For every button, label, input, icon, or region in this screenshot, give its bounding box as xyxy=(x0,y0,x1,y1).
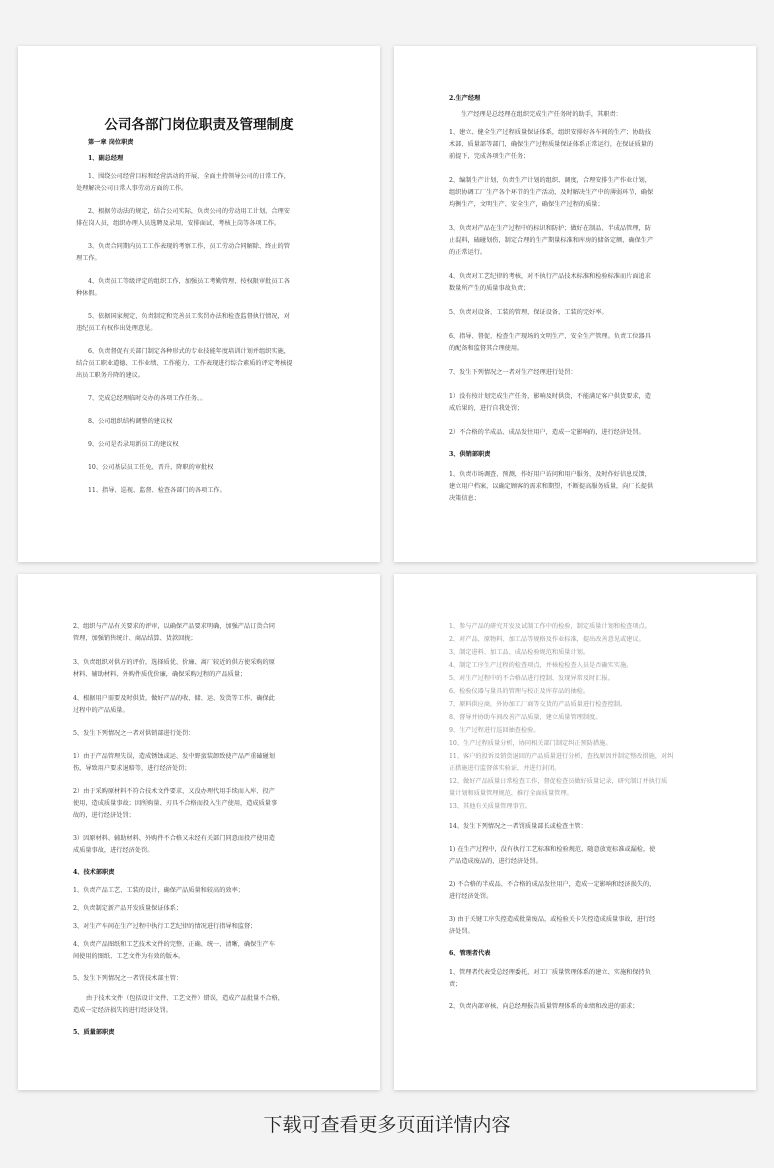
text-line: 材料、辅助材料、外购件质优价廉，确保采购过程的产品质量； xyxy=(73,671,247,678)
text-line: 3、负责对产品在生产过程中的标识和防护；做好在制品、半成品管理，防 xyxy=(449,225,651,232)
text-line: 由于技术文件（包括设计文件、工艺文件）错误，造成产品批量不合格， xyxy=(86,995,284,1002)
text-line: 违纪员工有权作出处理意见。 xyxy=(76,325,157,332)
text-line: 进行经济处罚。 xyxy=(449,893,493,900)
text-line: 5、发生下列情况之一者罚技术部主管： xyxy=(73,975,183,982)
text-line: 间使用的图纸、工艺文件为有效的版本。 xyxy=(73,953,185,960)
text-line: 1）没有按计划完成生产任务，影响及时供货，不能满足客户供货要求，造 xyxy=(449,393,651,400)
text-line: 2、对产品、原物料、加工品等规格及作业标准，提出改善意见或建议。 xyxy=(449,636,645,643)
text-line: 2、组织与产品有关要求的评审，以确保产品要求明确，加强产品订货合同 xyxy=(73,623,275,630)
text-line: 1、负责产品工艺、工装的设计，确保产品质量和较高的效率； xyxy=(73,887,244,894)
text-line: 6、检验仪器与量具的管理与校正及库存品的抽检。 xyxy=(449,688,590,695)
text-line: 3、制定进料、加工品、成品检验规范和质量计划。 xyxy=(449,649,590,656)
section-heading: 1、副总经理 xyxy=(88,155,124,162)
text-line: 成质量事故，进行经济处罚。 xyxy=(73,847,154,854)
text-line: 6、负责督促有关部门制定各种形式的专业技能年度培训计划并组织实施， xyxy=(88,348,290,355)
text-line: 3、负责合同期内员工工作表现的考察工作，员工劳动合同解除、终止的管 xyxy=(88,243,290,250)
text-line: 的配备和监督其合理使用。 xyxy=(449,345,524,352)
text-line: 过程中的产品质量。 xyxy=(73,707,129,714)
text-line: 均衡生产，文明生产、安全生产，确保生产过程的质量； xyxy=(449,201,604,208)
section-heading: 5、质量部职责 xyxy=(73,1029,115,1036)
text-line: 13、其他有关质量管理事宜。 xyxy=(449,803,532,810)
text-line: 责； xyxy=(449,981,462,988)
text-line: 4、制定工序生产过程的检查项点，并核检检查人员是否确实实施。 xyxy=(449,662,633,669)
text-line: 2、根据劳动法的规定，结合公司实际，负责公司的劳动用工计划，合理安 xyxy=(88,208,290,215)
text-line: 14、发生下列情况之一者罚质量部长或检查主管： xyxy=(449,823,587,830)
section-heading: 6、管理者代表 xyxy=(449,950,491,957)
text-line: 8、公司组织结构调整的建议权 xyxy=(88,418,173,425)
text-line: 4、负责员工等级评定的组织工作，加强员工考勤管理，按权限审批员工各 xyxy=(88,278,290,285)
text-line: 术部、质量部等部门，确保生产过程质量保证体系正常运行，在保证质量的 xyxy=(449,141,654,148)
text-line: 济处罚。 xyxy=(449,928,474,935)
text-line: 9、公司是否录用新员工的建议权 xyxy=(88,441,179,448)
text-line: 7、原料供应商，外协加工厂商等交货的产品质量进行检查控制。 xyxy=(449,701,627,708)
text-line: 11、客户的投诉及销货退回的产品质量进行分析，查找原因并制定整改措施，对纠 xyxy=(449,753,674,760)
text-line: 正措施进行监督落实验证，并进行封闭。 xyxy=(449,765,561,772)
text-line: 4、负责对工艺纪律的考核，对不执行产品技术标准和检验标准而片面追求 xyxy=(449,273,651,280)
text-line: 10、生产过程质量分析，协同相关部门制定纠正预防措施。 xyxy=(449,740,612,747)
text-line: 8、督导并协助车间改善产品质量，建立质量管理制度。 xyxy=(449,714,602,721)
text-line: 1、负责市场调查、预测，作好用户访问和用户服务，及时作好信息反馈， xyxy=(449,471,651,478)
text-line: 5、负责对设备、工装的管理，保证设备、工装的完好率。 xyxy=(449,309,608,316)
section-heading: 4、技术部职责 xyxy=(73,869,115,876)
text-line: 1、建立、健全生产过程质量保证体系，组织安排好各车间的生产；协助技 xyxy=(449,129,651,136)
text-line: 10、公司基层员工任免、晋升、降职的审批权 xyxy=(88,464,214,471)
text-line: 生产经理是总经理在组织完成生产任务时的助手，其职责： xyxy=(461,111,622,118)
text-line: 出员工职务升降的建议。 xyxy=(76,372,145,379)
text-line: 5、发生下列情况之一者对供销部进行处罚： xyxy=(73,730,195,737)
text-line: 数量所产生的质量事故负责； xyxy=(449,285,530,292)
text-line: 5、对生产过程中的不合格品进行控制、发现异常及时汇报。 xyxy=(449,675,614,682)
text-line: 9、生产过程进行巡回抽查检验。 xyxy=(449,727,540,734)
text-line: 管理，加强销售统计、商品结算、货款回拢； xyxy=(73,635,197,642)
text-line: 排在岗人员，组织办理人员选聘及录用，安排面试、考核上岗等各项工作。 xyxy=(76,220,281,227)
section-heading: 3、供销部职责 xyxy=(449,451,491,458)
text-line: 种休假。 xyxy=(76,290,101,297)
text-line: 3、对生产车间在生产过程中执行工艺纪律的情况进行指导和监督； xyxy=(73,923,257,930)
text-line: 7、完成总经理临时交办的各项工作任务。。 xyxy=(88,395,207,402)
text-line: 2、负责内部审核，向总经理报告质量管理体系的业绩和改进的需求； xyxy=(449,1003,639,1010)
text-line: 1）由于产品管理失误，造成锈蚀或运、发中野蛮装卸致使产品严重磕碰划 xyxy=(73,753,275,760)
document-page-4 xyxy=(394,574,756,1090)
text-line: 2）不合格的半成品、成品发往用户，造成一定影响的，进行经济处罚。 xyxy=(449,429,645,436)
text-line: 5、依据国家规定，负责制定和完善员工奖罚办法和检查监督执行情况，对 xyxy=(88,313,290,320)
text-line: 3）因原材料、辅助材料、外购件不合格又未经有关部门同意而投产使用造 xyxy=(73,835,275,842)
download-more-caption: 下载可查看更多页面详情内容 xyxy=(263,1114,511,1136)
text-line: 1、参与产品的研究开发及试制工作中的检验，制定质量计划和检查项点。 xyxy=(449,623,651,630)
text-line: 1、围绕公司经营目标和经营活动的开展，全面主持领导公司的日常工作， xyxy=(88,173,290,180)
text-line: 3、负责组织对供方的评价，选择质优、价廉、离厂较近的供方使采购的原 xyxy=(73,659,275,666)
text-line: 2、编制生产计划，负责生产计划的组织、调度，合理安排生产作业计划， xyxy=(449,177,651,184)
text-line: 11、指导、巡视、监督、检查各部门的各项工作。 xyxy=(88,487,226,494)
text-line: 止混料，磕碰划伤，制定合理的生产期量标准和库房的储备定额，确保生产 xyxy=(449,237,654,244)
chapter-heading: 第一章 岗位职责 xyxy=(88,139,134,146)
document-page-3 xyxy=(18,574,380,1090)
text-line: 成后果的，进行自我处罚； xyxy=(449,405,524,412)
text-line: 理工作。 xyxy=(76,255,101,262)
text-line: 处理解决公司日常人事劳动方面的工作。 xyxy=(76,185,188,192)
text-line: 3) 由于关键工序失控造成批量废品，或检验关卡失控造成质量事故，进行经 xyxy=(449,916,656,923)
text-line: 结合员工职业道德、工作业绩、工作能力、工作表现进行综合素质的评定考核提 xyxy=(76,360,293,367)
section-heading: 2.生产经理 xyxy=(449,95,481,102)
text-line: 故的，进行经济处罚； xyxy=(73,812,135,819)
text-line: 使用，造成质量事故；因所购量、刃具不合格而投入生产使用，造成质量事 xyxy=(73,800,278,807)
text-line: 4、根据用户需要及时供货，做好产品的收、储、运、发货等工作，确保此 xyxy=(73,695,275,702)
text-line: 12、做好产品质量日常检查工作，督促检查员做好质量记录，研究制订并执行质 xyxy=(449,778,668,785)
text-line: 组织协调工厂生产各个环节的生产活动，及时解决生产中的薄弱环节，确保 xyxy=(449,189,654,196)
text-line: 前提下，完成各项生产任务； xyxy=(449,153,530,160)
text-line: 7、发生下列情况之一者对生产经理进行处罚： xyxy=(449,369,577,376)
text-line: 6、指导、督促、检查生产现场的文明生产、安全生产管理。负责工位器具 xyxy=(449,333,651,340)
text-line: 4、负责产品图纸和工艺技术文件的完整、正确、统一、清晰，确保生产车 xyxy=(73,941,275,948)
text-line: 伤，导致用户要求退赔等，进行经济处罚； xyxy=(73,765,191,772)
text-line: 产品造成废品的，进行经济处罚。 xyxy=(449,858,542,865)
text-line: 决策信息； xyxy=(449,495,480,502)
text-line: 2) 不合格的半成品、不合格的成品发往用户，造成一定影响和经济损失的， xyxy=(449,881,656,888)
text-line: 1) 在生产过程中，没有执行工艺标准和检验规范，随意放宽标准或漏检，使 xyxy=(449,846,656,853)
text-line: 量计划和质量管理规范，推行全面质量管理。 xyxy=(449,790,573,797)
text-line: 建立用户档案，以确定顾客的需求和期望，不断提高服务质量，向厂长提供 xyxy=(449,483,654,490)
text-line: 的正常运行。 xyxy=(449,249,487,256)
text-line: 造成一定经济损失的进行经济处罚。 xyxy=(73,1007,172,1014)
document-title: 公司各部门岗位职责及管理制度 xyxy=(104,117,294,133)
text-line: 1、管理者代表受总经理委托，对工厂质量管理体系的建立、实施和保持负 xyxy=(449,969,651,976)
document-page-1 xyxy=(18,46,380,562)
document-page-2 xyxy=(394,46,756,562)
text-line: 2、负责制定新产品开发质量保证体系； xyxy=(73,905,183,912)
text-line: 2）由于采购原材料不符合技术文件要求，又没办理代用手续而入库、投产 xyxy=(73,788,275,795)
